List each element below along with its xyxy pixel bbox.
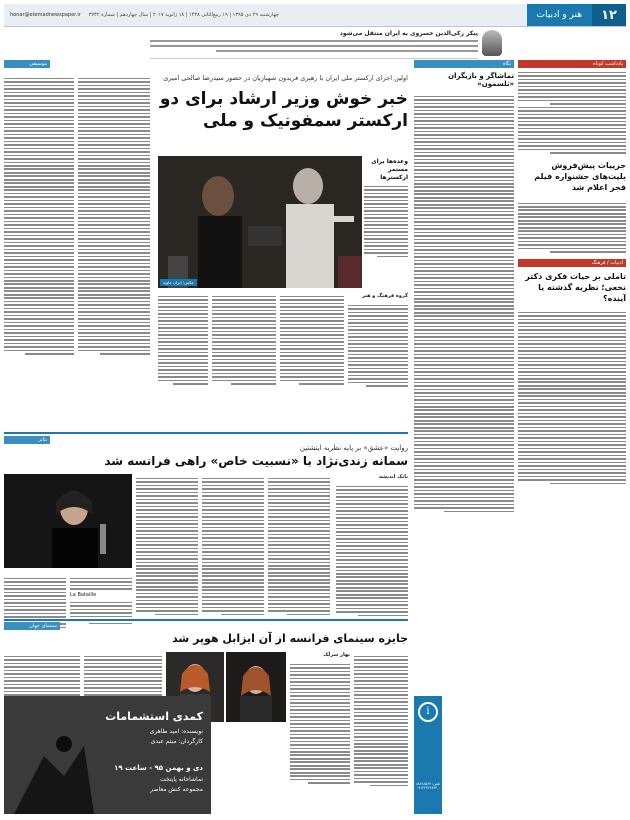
- right-headline-2: تاملی بر حیات فکری دکتر نخعی؛ نظریه گذشته یا آینده؟: [525, 271, 626, 303]
- theatre-headline: سمانه زندی‌نژاد با «نسبیت خاص» راهی فرانسه شد: [104, 454, 408, 468]
- lead-story-label: موسیقی: [4, 60, 50, 68]
- ad-venue-2: مجموعه کنش معاصر: [150, 786, 203, 793]
- theatre-byline: بانک اندیشه: [379, 474, 408, 480]
- section-divider-2: [4, 619, 408, 621]
- ad-director: کارگردان: میثم عبدی: [150, 738, 203, 745]
- cinema-byline: بهار سرلک: [323, 652, 350, 658]
- lead-story: [4, 60, 408, 430]
- second-column-label: نگاه: [414, 60, 514, 68]
- lead-left-text: [4, 74, 74, 357]
- email-address: honar@etemadnewspaper.ir: [10, 12, 81, 18]
- photo-caption: عکس: ایران جاوید: [160, 279, 197, 286]
- second-column-text: [414, 92, 514, 512]
- lead-headline: خبر خوش وزیر ارشاد برای دو ارکستر سمفونیک و ملی: [159, 89, 408, 131]
- cinema-label: سینمای جهان: [4, 622, 60, 630]
- ad-side-panel: [414, 696, 442, 814]
- info-icon: i: [418, 702, 438, 722]
- ad-dates: دی و بهمن ۹۵ - ساعت ۱۹: [114, 764, 203, 772]
- orchestra-photo: [158, 156, 362, 288]
- theatre-kicker: روایت «عشق» بر پایه نظریه اینشتین: [299, 444, 408, 452]
- lead-side-text: [364, 182, 408, 257]
- right-column-text-1: [518, 68, 626, 154]
- section-divider-1: [4, 432, 408, 434]
- intro-text: [150, 40, 478, 52]
- theatre-advertisement: [4, 696, 211, 814]
- intro-strip: [150, 30, 478, 59]
- right-column-label: یادداشت کوتاه: [518, 60, 626, 68]
- second-column: [414, 60, 514, 620]
- ad-venue-1: تماشاخانه پایتخت: [160, 776, 203, 783]
- lead-body-1: [348, 301, 408, 389]
- ad-title: کمدی استشمامات: [105, 710, 203, 723]
- theatre-story: [4, 436, 408, 636]
- orchestra-illustration: [158, 156, 362, 288]
- page-number: ۱۲: [592, 4, 626, 26]
- actress-photo: [4, 474, 132, 568]
- theatre-label: تئاتر: [4, 436, 50, 444]
- page-header: [4, 4, 626, 27]
- theatre-col-2: [202, 474, 264, 617]
- lead-body-4: [158, 292, 208, 386]
- lead-body-2: [280, 292, 344, 386]
- section-title: هنر و ادبیات: [527, 4, 592, 26]
- theatre-quote-text: [70, 574, 132, 590]
- second-column-headline: تماشاگر و بازیگران «تلسمون»: [448, 72, 514, 88]
- cinema-headline: جایزه سینمای فرانسه از آن ایزابل هوپر شد: [172, 632, 408, 645]
- theatre-col-3: [268, 474, 330, 617]
- date-line: چهارشنبه ۲۹ دی ۱۳۹۵ | ۱۹ ربیع‌الثانی ۱۴۳۸ | ۱۸ ژانویه ۲۰۱۷ | سال چهاردهم | شماره ۳۷۳۲: [88, 12, 279, 18]
- lead-left-text-2: [78, 74, 150, 357]
- actress-illustration: [4, 474, 132, 568]
- right-headline-1: جزییات پیش‌فروش بلیت‌های جشنواره فیلم فجر اعلام شد: [534, 160, 626, 192]
- huppert-illustration-2: [226, 652, 286, 722]
- theatre-col-1: [136, 474, 198, 617]
- right-column: [518, 60, 626, 620]
- cinema-col-1: [290, 660, 350, 786]
- theatre-col-4: [336, 482, 408, 618]
- ad-side-text: تلفن: ۸۸۶۸۸۵۶۴ - ۰۹۱۲۲۴۶۲۸۴۳: [416, 782, 440, 790]
- intro-title: پیکر زکی‌الدین خسروی به ایران منتقل می‌شود: [339, 30, 478, 37]
- lead-kicker: اولین اجرای ارکستر ملی ایران با رهبری فریدون شهبازیان در حضور سیدرضا صالحی امیری: [163, 74, 408, 82]
- lead-side-box: [364, 158, 408, 259]
- la-bataille-text: La Bataille: [70, 591, 97, 598]
- right-column-text-2: [518, 199, 626, 253]
- lead-side-headline: وعده‌ها برای مستمر ارکسترها: [371, 158, 408, 181]
- cinema-col-2: [354, 652, 408, 788]
- lead-byline: گروه فرهنگ و هنر: [361, 293, 408, 299]
- ad-writer: نویسنده: امید طاهری: [149, 728, 203, 735]
- right-column-text-3: [518, 308, 626, 484]
- lead-body-3: [212, 292, 276, 386]
- author-portrait: [482, 30, 502, 56]
- right-column-label-2: ادبیات / فرهنگ: [518, 259, 626, 267]
- huppert-photo-2: [226, 652, 286, 722]
